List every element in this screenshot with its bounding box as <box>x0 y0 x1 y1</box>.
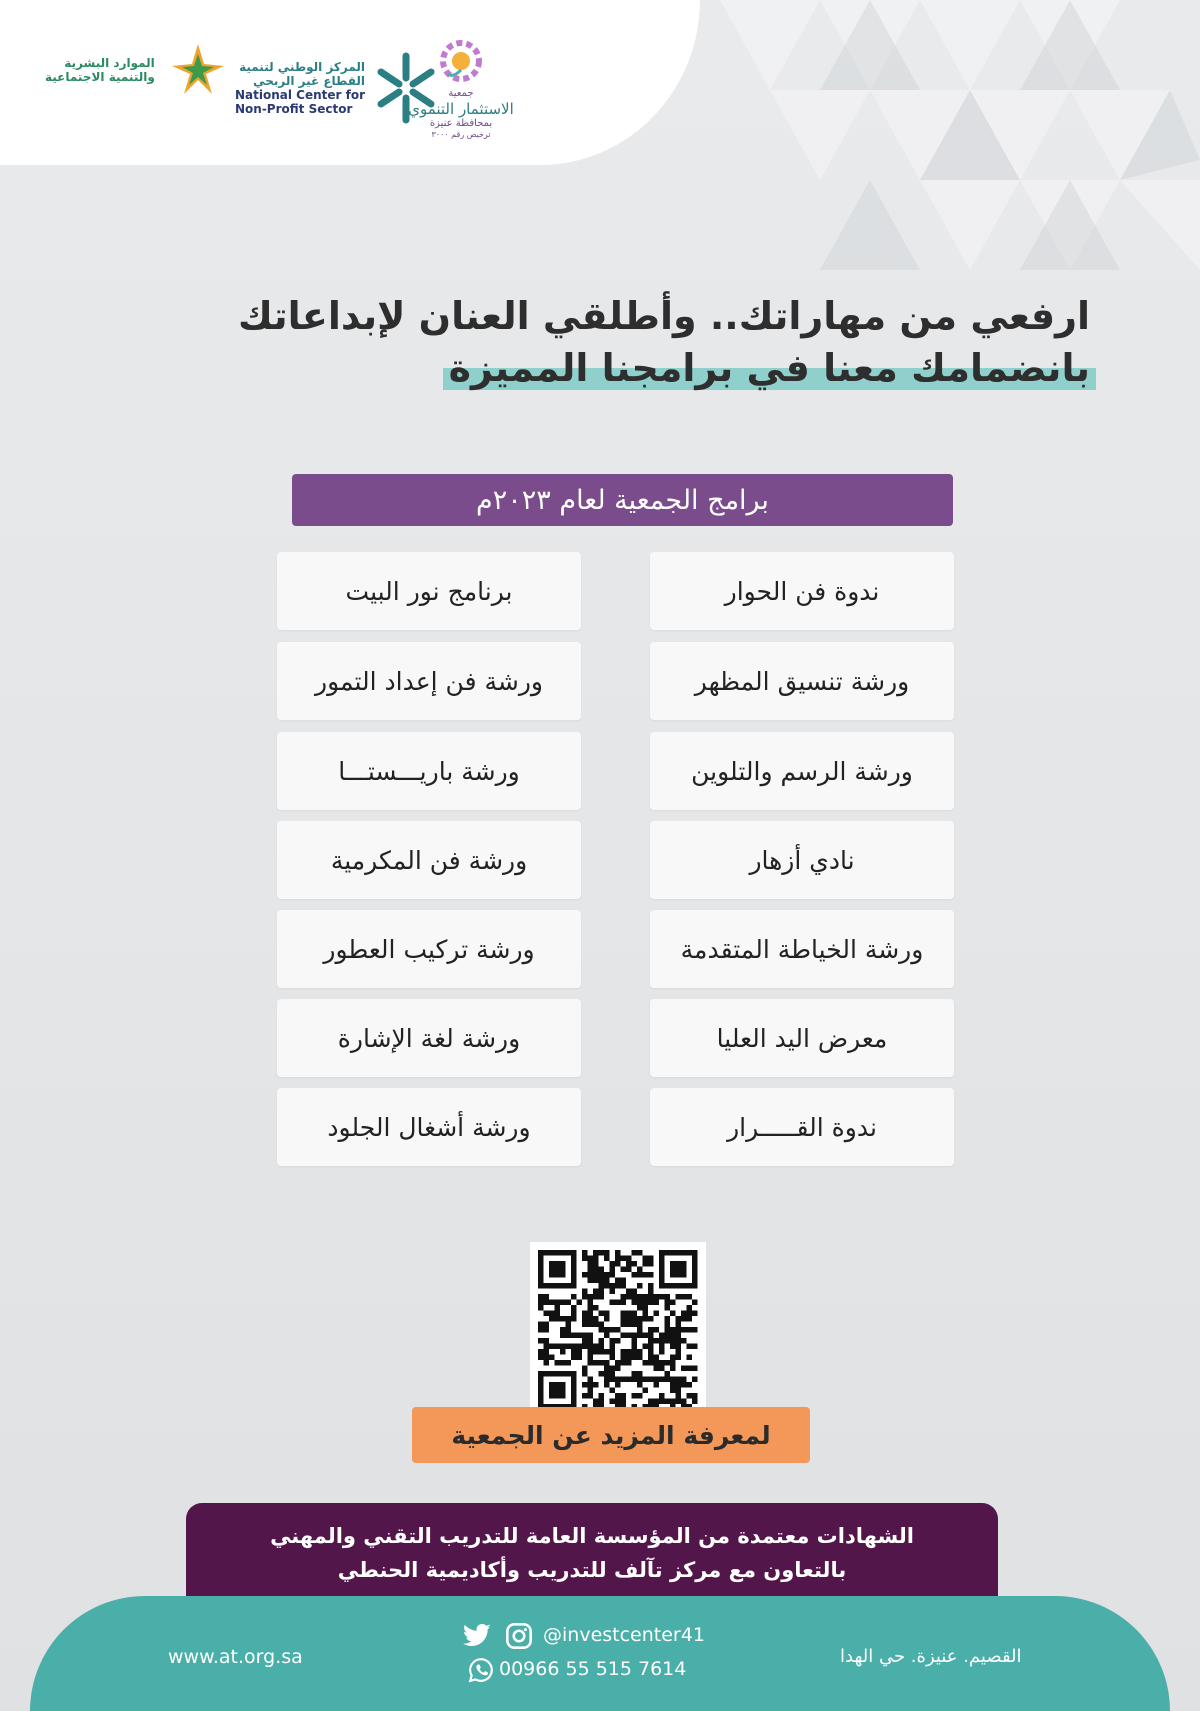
program-card: ورشة باريـــستـــا <box>277 732 581 810</box>
association-line4: ترخيص رقم ٣٠٠٠ <box>431 130 491 139</box>
program-card: نادي أزهار <box>650 821 954 899</box>
ncnp-line2: القطاع غير الربحي <box>253 74 366 88</box>
certification-box <box>186 1503 998 1603</box>
qr-code-pattern <box>530 1242 706 1418</box>
social-handle[interactable]: @investcenter41 <box>543 1624 705 1646</box>
program-card: ندوة فن الحوار <box>650 552 954 630</box>
association-logo <box>406 38 516 140</box>
ncnp-line4: Non-Profit Sector <box>235 102 353 116</box>
program-card: ورشة لغة الإشارة <box>277 999 581 1077</box>
ncnp-line1: المركز الوطني لتنمية <box>239 60 366 74</box>
program-card: ورشة الخياطة المتقدمة <box>650 910 954 988</box>
website-link[interactable]: www.at.org.sa <box>168 1646 303 1668</box>
gear-flower-icon <box>438 38 484 84</box>
program-card: ورشة فن المكرمية <box>277 821 581 899</box>
program-card: ندوة القـــــرار <box>650 1088 954 1166</box>
hr-ministry-line2: والتنمية الاجتماعية <box>45 70 155 84</box>
ncnp-line3: National Center for <box>235 88 366 102</box>
twitter-icon[interactable] <box>462 1623 492 1649</box>
headline <box>140 290 1090 394</box>
headline-line2: بانضمامك معنا في برامجنا المميزة <box>449 342 1090 394</box>
hr-ministry-line1: الموارد البشرية <box>64 56 155 70</box>
palm-star-icon <box>163 40 233 100</box>
certification-line1: الشهادات معتمدة من المؤسسة العامة للتدريب التقني والمهني <box>270 1524 914 1548</box>
programs-title-banner: برامج الجمعية لعام ٢٠٢٣م <box>292 474 953 526</box>
program-card: ورشة الرسم والتلوين <box>650 732 954 810</box>
hr-ministry-logo <box>45 40 233 100</box>
association-line2: الاستثمار التنموي <box>408 100 514 118</box>
program-card: معرض اليد العليا <box>650 999 954 1077</box>
qr-code[interactable] <box>530 1242 706 1418</box>
association-line1: جمعية <box>448 88 474 99</box>
program-card: ورشة أشغال الجلود <box>277 1088 581 1166</box>
instagram-icon[interactable] <box>505 1622 533 1650</box>
whatsapp-icon[interactable] <box>468 1657 494 1683</box>
association-line3: بمحافظة عنيزة <box>429 118 493 129</box>
program-card: ورشة فن إعداد التمور <box>277 642 581 720</box>
program-card: ورشة تنسيق المظهر <box>650 642 954 720</box>
program-card: برنامج نور البيت <box>277 552 581 630</box>
phone-number[interactable]: 00966 55 515 7614 <box>499 1658 687 1680</box>
address: القصيم. عنيزة. حي الهدا <box>840 1646 1022 1667</box>
qr-label: لمعرفة المزيد عن الجمعية <box>412 1407 810 1463</box>
program-card: ورشة تركيب العطور <box>277 910 581 988</box>
certification-line2: بالتعاون مع مركز تآلف للتدريب وأكاديمية الحنطي <box>337 1558 847 1582</box>
headline-line1: ارفعي من مهاراتك.. وأطلقي العنان لإبداعاتك <box>238 294 1090 338</box>
